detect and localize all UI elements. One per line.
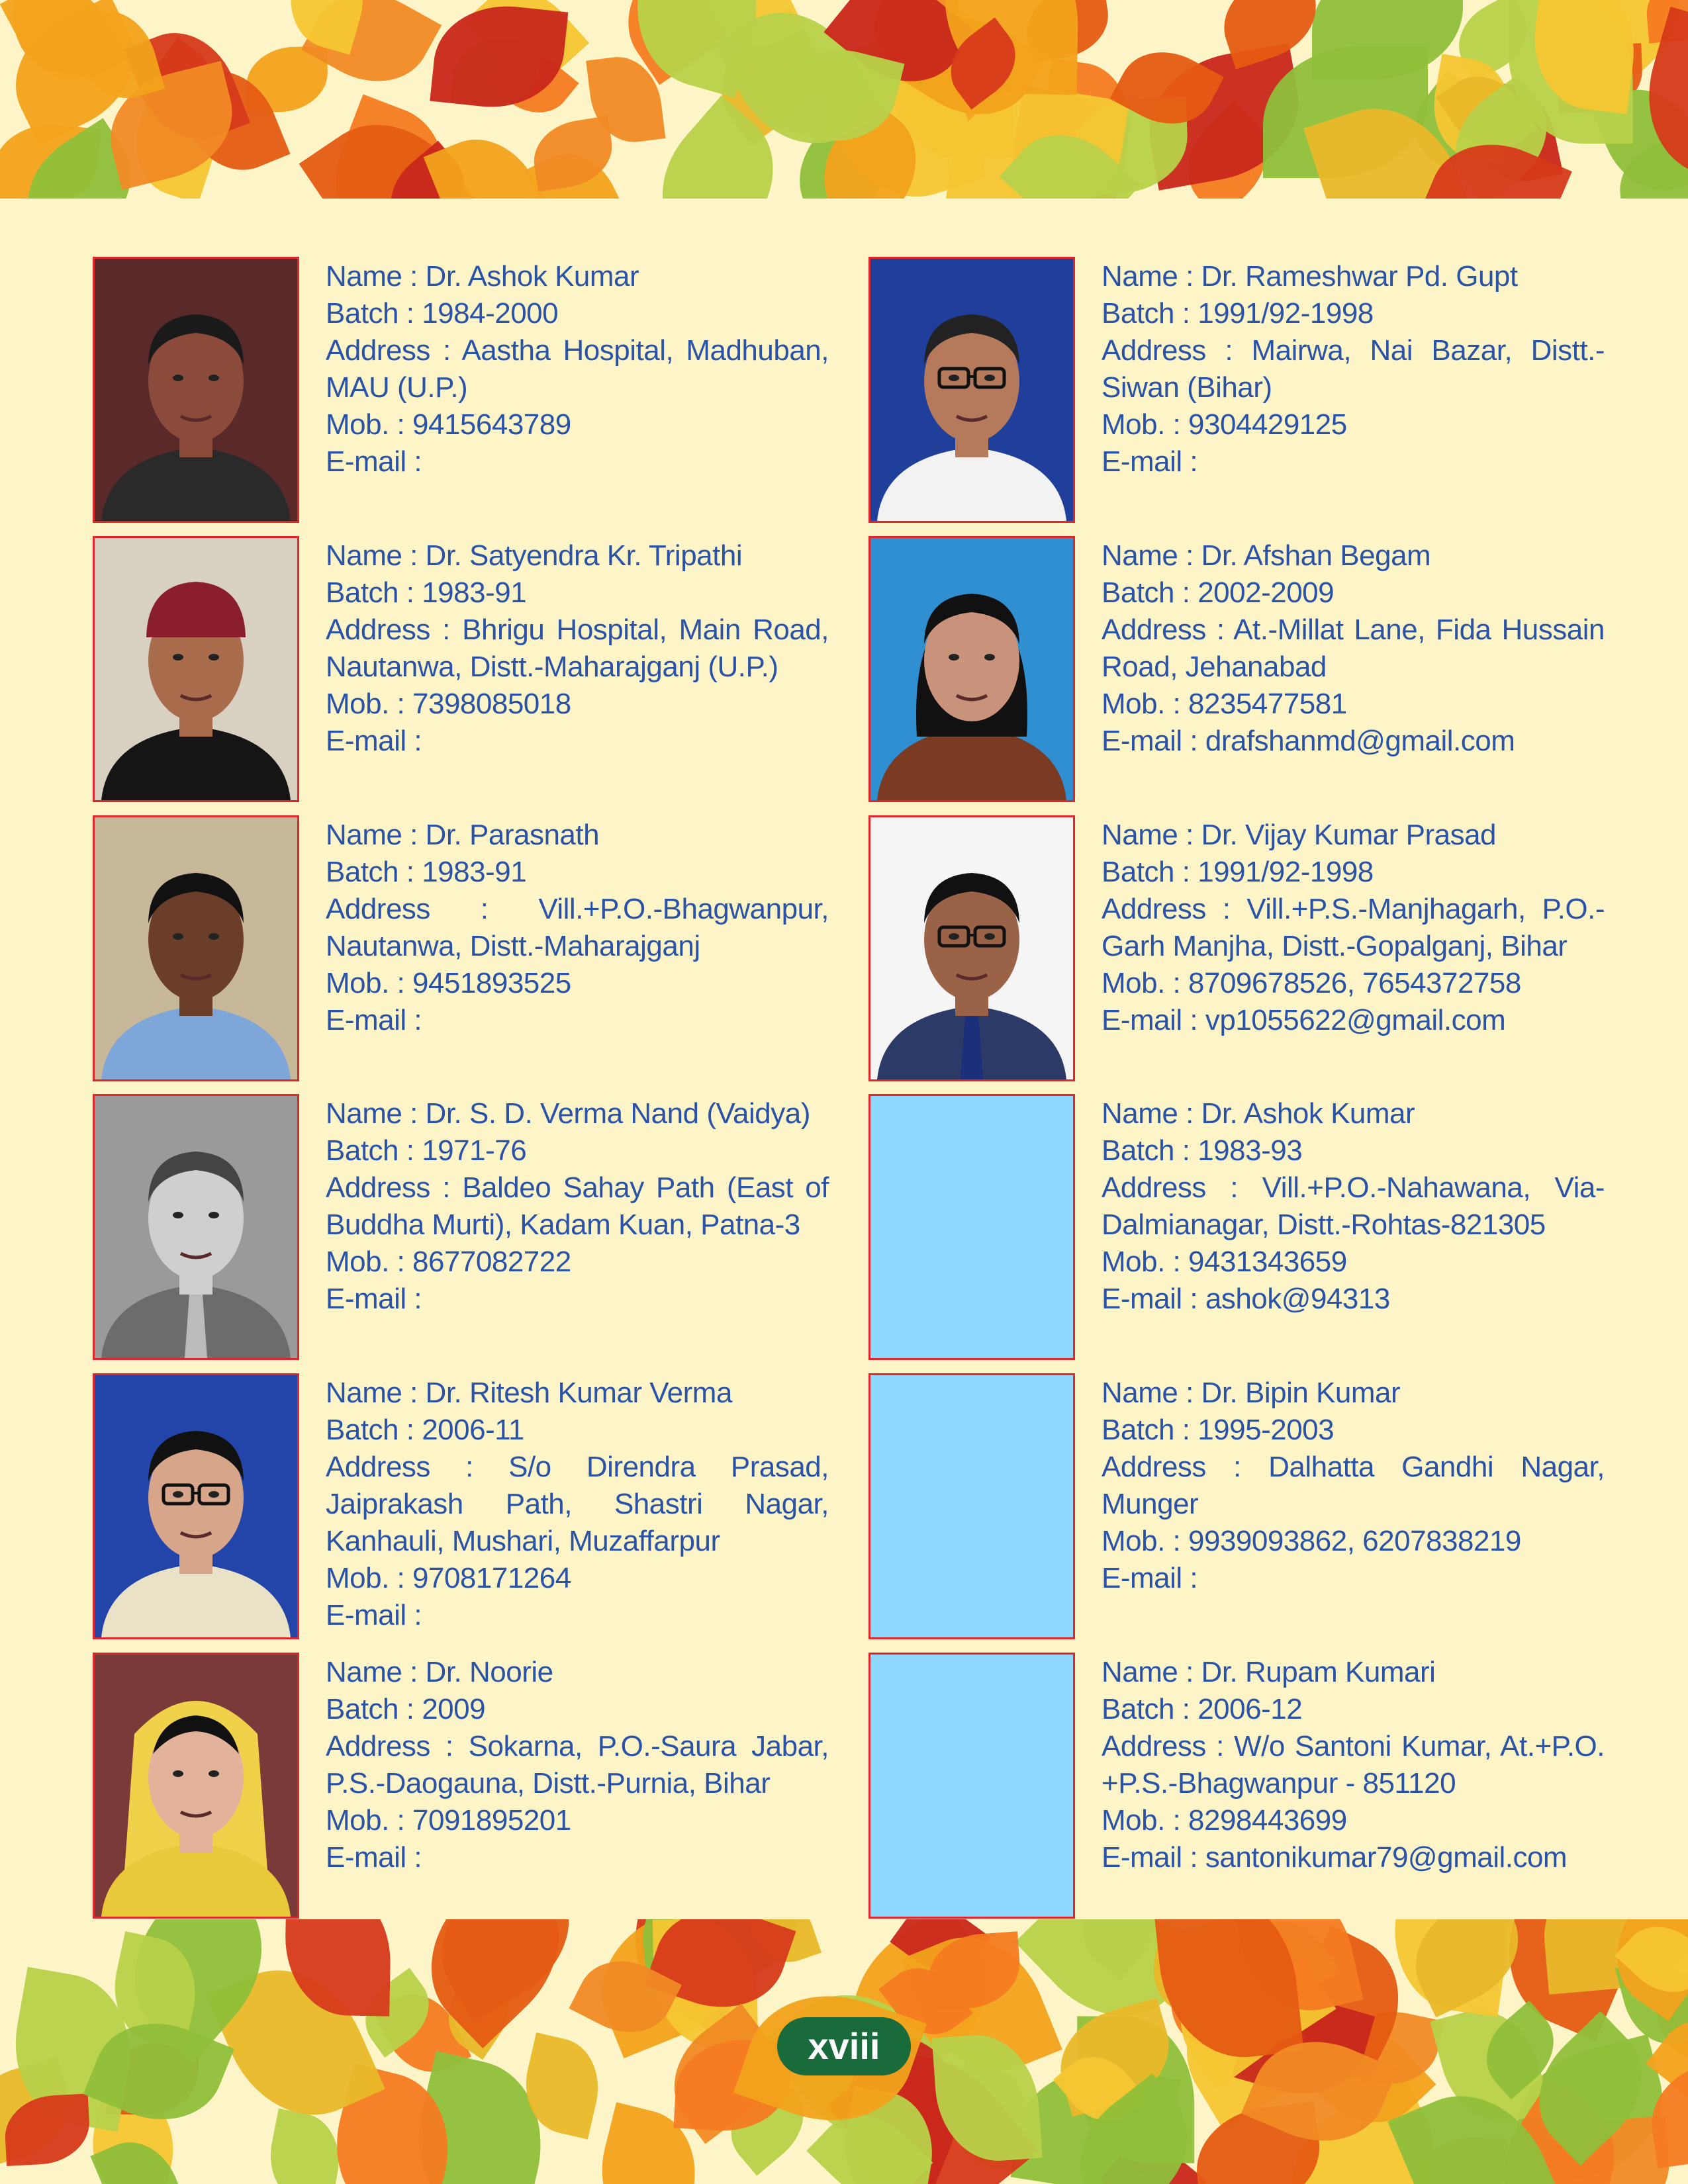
email-label: E-mail :	[326, 725, 422, 757]
member-card	[868, 1094, 1610, 1360]
mobile-line	[1102, 686, 1605, 723]
name-label: Name :	[1102, 1656, 1201, 1688]
name-label: Name :	[326, 539, 426, 572]
address-label: Address :	[326, 1451, 509, 1483]
name-line	[326, 1375, 829, 1412]
member-photo	[93, 257, 299, 523]
email-label: E-mail :	[326, 1841, 422, 1874]
name-line	[1102, 537, 1605, 574]
name-line	[1102, 1654, 1605, 1691]
photo-placeholder	[868, 1094, 1075, 1360]
mobile-line	[1102, 406, 1605, 443]
mobile-value: 9415643789	[412, 408, 571, 441]
batch-line	[1102, 295, 1605, 332]
batch-label: Batch :	[326, 1414, 422, 1446]
email-label: E-mail :	[1102, 1841, 1205, 1874]
mobile-value: 8235477581	[1188, 688, 1347, 720]
member-details	[1102, 537, 1605, 760]
member-photo	[868, 536, 1075, 802]
name-label: Name :	[326, 260, 426, 293]
mobile-label: Mob. :	[326, 408, 412, 441]
mobile-line	[1102, 1244, 1605, 1281]
batch-value: 1983-93	[1197, 1134, 1303, 1167]
member-card	[93, 1094, 841, 1360]
batch-value: 1995-2003	[1197, 1414, 1335, 1446]
name-value: Dr. Ashok Kumar	[425, 260, 639, 293]
email-label: E-mail :	[1102, 445, 1198, 478]
address-line	[1102, 1449, 1605, 1523]
email-label: E-mail :	[326, 1283, 422, 1315]
member-details	[326, 817, 829, 1039]
mobile-value: 7091895201	[412, 1804, 571, 1837]
name-value: Dr. S. D. Verma Nand (Vaidya)	[425, 1097, 810, 1130]
address-value: Dalhatta Gandhi Nagar, Munger	[1102, 1451, 1605, 1520]
email-line	[1102, 1560, 1605, 1597]
member-card	[868, 1373, 1610, 1639]
batch-label: Batch :	[1102, 1414, 1198, 1446]
mobile-line	[326, 965, 829, 1002]
address-line	[326, 332, 829, 406]
batch-line	[1102, 1412, 1605, 1449]
address-value: Aastha Hospital, Madhuban, MAU (U.P.)	[326, 334, 829, 404]
batch-label: Batch :	[1102, 576, 1198, 609]
photo-placeholder	[868, 1373, 1075, 1639]
batch-value: 2006-11	[422, 1414, 524, 1446]
mobile-value: 7398085018	[412, 688, 571, 720]
batch-value: 2002-2009	[1197, 576, 1335, 609]
email-label: E-mail :	[326, 1004, 422, 1036]
member-card	[868, 815, 1610, 1081]
email-line	[326, 1839, 829, 1876]
name-line	[1102, 258, 1605, 295]
mobile-line	[326, 1802, 829, 1839]
address-label: Address :	[326, 1730, 469, 1762]
address-value: Mairwa, Nai Bazar, Distt.-Siwan (Bihar)	[1102, 334, 1605, 404]
address-label: Address :	[1102, 1171, 1262, 1204]
name-label: Name :	[326, 1377, 426, 1409]
email-label: E-mail :	[1102, 1562, 1198, 1594]
address-label: Address :	[1102, 893, 1247, 925]
address-value: Bhrigu Hospital, Main Road, Nautanwa, Distt.-Maharajganj (U.P.)	[326, 614, 829, 683]
address-value: At.-Millat Lane, Fida Hussain Road, Jehanabad	[1102, 614, 1605, 683]
mobile-label: Mob. :	[1102, 1525, 1188, 1557]
member-details	[1102, 817, 1605, 1039]
email-label: E-mail :	[1102, 1004, 1205, 1036]
mobile-value: 9431343659	[1188, 1246, 1347, 1278]
address-line	[326, 1728, 829, 1802]
batch-value: 1991/92-1998	[1197, 297, 1374, 330]
name-value: Dr. Rupam Kumari	[1201, 1656, 1436, 1688]
batch-label: Batch :	[1102, 1693, 1198, 1725]
address-value: Vill.+P.O.-Bhagwanpur, Nautanwa, Distt.-Maharajganj	[326, 893, 829, 962]
batch-value: 2009	[422, 1693, 486, 1725]
address-line	[1102, 612, 1605, 686]
name-label: Name :	[326, 1097, 426, 1130]
address-line	[1102, 891, 1605, 965]
mobile-line	[326, 1244, 829, 1281]
email-label: E-mail :	[326, 1599, 422, 1631]
address-label: Address :	[326, 1171, 463, 1204]
member-card	[93, 1653, 841, 1919]
batch-label: Batch :	[1102, 856, 1198, 888]
name-value: Dr. Noorie	[425, 1656, 553, 1688]
name-line	[1102, 1095, 1605, 1132]
name-value: Dr. Afshan Begam	[1201, 539, 1431, 572]
batch-value: 1971-76	[422, 1134, 527, 1167]
batch-value: 1983-91	[422, 856, 527, 888]
email-line	[326, 443, 829, 480]
name-line	[1102, 1375, 1605, 1412]
photo-placeholder	[868, 1653, 1075, 1919]
email-line	[326, 1597, 829, 1634]
batch-line	[1102, 1132, 1605, 1169]
name-label: Name :	[1102, 1097, 1201, 1130]
address-value: Sokarna, P.O.-Saura Jabar, P.S.-Daogauna, Distt.-Purnia, Bihar	[326, 1730, 829, 1799]
email-line	[1102, 1281, 1605, 1318]
member-photo	[93, 1653, 299, 1919]
email-label: E-mail :	[1102, 1283, 1205, 1315]
name-label: Name :	[326, 1656, 426, 1688]
batch-label: Batch :	[326, 576, 422, 609]
name-value: Dr. Vijay Kumar Prasad	[1201, 819, 1497, 851]
address-line	[326, 1449, 829, 1560]
address-value: Vill.+P.S.-Manjhagarh, P.O.-Garh Manjha, Distt.-Gopalganj, Bihar	[1102, 893, 1605, 962]
member-photo	[93, 815, 299, 1081]
address-label: Address :	[326, 614, 463, 646]
batch-line	[326, 1132, 829, 1169]
mobile-line	[1102, 1523, 1605, 1560]
mobile-label: Mob. :	[326, 1246, 412, 1278]
member-details	[326, 1375, 829, 1634]
batch-line	[326, 1691, 829, 1728]
address-value: S/o Direndra Prasad, Jaiprakash Path, Shastri Nagar, Kanhauli, Mushari, Muzaffarpur	[326, 1451, 829, 1557]
name-line	[1102, 817, 1605, 854]
member-card	[93, 536, 841, 802]
batch-line	[326, 574, 829, 612]
batch-line	[1102, 854, 1605, 891]
mobile-value: 9708171264	[412, 1562, 571, 1594]
mobile-line	[326, 1560, 829, 1597]
name-value: Dr. Rameshwar Pd. Gupt	[1201, 260, 1518, 293]
member-details	[326, 537, 829, 760]
email-value[interactable]: drafshanmd@gmail.com	[1205, 725, 1515, 757]
name-value: Dr. Parasnath	[425, 819, 600, 851]
batch-label: Batch :	[326, 1693, 422, 1725]
address-line	[326, 612, 829, 686]
mobile-label: Mob. :	[1102, 1804, 1188, 1837]
member-details	[326, 1654, 829, 1876]
address-line	[1102, 1169, 1605, 1244]
mobile-label: Mob. :	[1102, 688, 1188, 720]
name-label: Name :	[1102, 1377, 1201, 1409]
member-card	[93, 257, 841, 523]
mobile-value: 9304429125	[1188, 408, 1347, 441]
name-value: Dr. Satyendra Kr. Tripathi	[425, 539, 743, 572]
member-card	[93, 815, 841, 1081]
mobile-label: Mob. :	[326, 967, 412, 999]
email-line	[1102, 1839, 1605, 1876]
address-line	[1102, 332, 1605, 406]
mobile-value: 8709678526, 7654372758	[1188, 967, 1521, 999]
member-photo	[93, 1094, 299, 1360]
mobile-label: Mob. :	[326, 1562, 412, 1594]
mobile-label: Mob. :	[326, 688, 412, 720]
mobile-label: Mob. :	[1102, 967, 1188, 999]
member-details	[1102, 1095, 1605, 1318]
batch-line	[326, 295, 829, 332]
member-details	[326, 1095, 829, 1318]
batch-value: 2006-12	[1197, 1693, 1303, 1725]
member-card	[93, 1373, 841, 1639]
batch-label: Batch :	[326, 297, 422, 330]
batch-value: 1983-91	[422, 576, 527, 609]
leaf-decoration	[262, 2109, 348, 2184]
email-line	[326, 1002, 829, 1039]
address-line	[326, 891, 829, 965]
name-value: Dr. Bipin Kumar	[1201, 1377, 1401, 1409]
address-label: Address :	[1102, 1730, 1235, 1762]
mobile-value: 8298443699	[1188, 1804, 1347, 1837]
member-card	[868, 1653, 1610, 1919]
member-photo	[93, 1373, 299, 1639]
address-value: W/o Santoni Kumar, At.+P.O. +P.S.-Bhagwanpur - 851120	[1102, 1730, 1605, 1799]
mobile-value: 9939093862, 6207838219	[1188, 1525, 1521, 1557]
batch-value: 1984-2000	[422, 297, 559, 330]
batch-line	[326, 1412, 829, 1449]
batch-line	[1102, 1691, 1605, 1728]
address-label: Address :	[1102, 1451, 1269, 1483]
name-value: Dr. Ritesh Kumar Verma	[425, 1377, 732, 1409]
address-label: Address :	[1102, 614, 1234, 646]
member-photo	[868, 815, 1075, 1081]
name-value: Dr. Ashok Kumar	[1201, 1097, 1415, 1130]
mobile-value: 8677082722	[412, 1246, 571, 1278]
email-value[interactable]: ashok@94313	[1205, 1283, 1390, 1315]
mobile-line	[1102, 965, 1605, 1002]
address-label: Address :	[1102, 334, 1252, 367]
address-line	[1102, 1728, 1605, 1802]
email-line	[326, 1281, 829, 1318]
member-photo	[868, 257, 1075, 523]
address-value: Baldeo Sahay Path (East of Buddha Murti), Kadam Kuan, Patna-3	[326, 1171, 829, 1241]
batch-value: 1991/92-1998	[1197, 856, 1374, 888]
member-card	[868, 536, 1610, 802]
email-line	[1102, 1002, 1605, 1039]
address-label: Address :	[326, 334, 462, 367]
batch-label: Batch :	[1102, 297, 1198, 330]
mobile-label: Mob. :	[326, 1804, 412, 1837]
member-details	[1102, 1375, 1605, 1597]
name-line	[326, 1654, 829, 1691]
name-line	[326, 817, 829, 854]
name-label: Name :	[326, 819, 426, 851]
mobile-line	[326, 686, 829, 723]
name-label: Name :	[1102, 819, 1201, 851]
name-line	[326, 537, 829, 574]
mobile-label: Mob. :	[1102, 408, 1188, 441]
name-label: Name :	[1102, 260, 1201, 293]
address-value: Vill.+P.O.-Nahawana, Via-Dalmianagar, Distt.-Rohtas-821305	[1102, 1171, 1605, 1241]
batch-label: Batch :	[326, 856, 422, 888]
batch-label: Batch :	[1102, 1134, 1198, 1167]
mobile-line	[326, 406, 829, 443]
email-line	[1102, 443, 1605, 480]
address-label: Address :	[326, 893, 539, 925]
member-details	[1102, 1654, 1605, 1876]
member-photo	[93, 536, 299, 802]
member-card	[868, 257, 1610, 523]
batch-line	[326, 854, 829, 891]
email-value[interactable]: vp1055622@gmail.com	[1205, 1004, 1506, 1036]
address-line	[326, 1169, 829, 1244]
batch-label: Batch :	[326, 1134, 422, 1167]
mobile-line	[1102, 1802, 1605, 1839]
name-line	[326, 258, 829, 295]
mobile-value: 9451893525	[412, 967, 571, 999]
email-label: E-mail :	[326, 445, 422, 478]
page-number: xviii	[777, 2017, 911, 2075]
email-label: E-mail :	[1102, 725, 1205, 757]
email-value[interactable]: santonikumar79@gmail.com	[1205, 1841, 1568, 1874]
email-line	[326, 723, 829, 760]
name-line	[326, 1095, 829, 1132]
name-label: Name :	[1102, 539, 1201, 572]
top-leaf-border	[0, 0, 1688, 199]
mobile-label: Mob. :	[1102, 1246, 1188, 1278]
member-details	[1102, 258, 1605, 480]
email-line	[1102, 723, 1605, 760]
batch-line	[1102, 574, 1605, 612]
member-details	[326, 258, 829, 480]
